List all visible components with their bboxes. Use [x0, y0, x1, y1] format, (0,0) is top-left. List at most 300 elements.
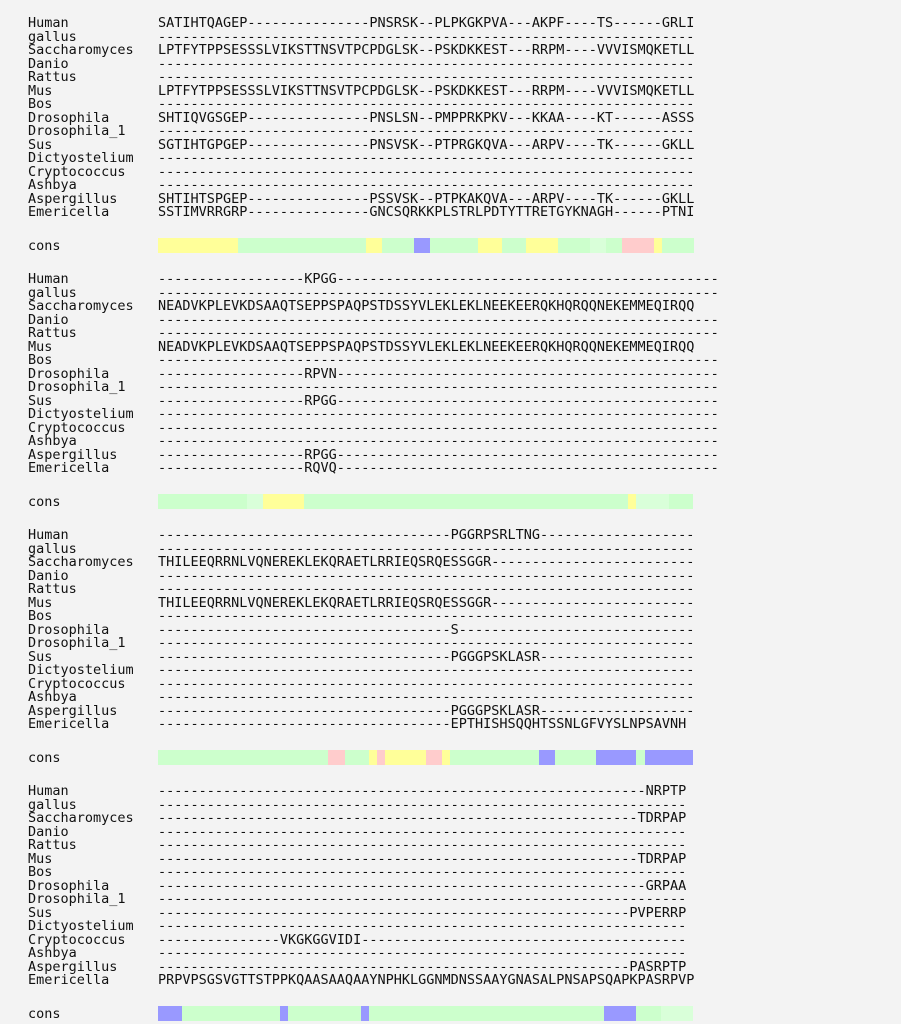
- consensus-cell: [606, 238, 614, 253]
- sequence: -----------------------------------------------------------------: [158, 945, 687, 961]
- consensus-cell: [653, 750, 661, 765]
- consensus-cell: [490, 750, 498, 765]
- consensus-cell: [499, 750, 507, 765]
- consensus-cell: [336, 750, 344, 765]
- consensus-cell: [458, 1006, 466, 1021]
- sequence: -----------------------------------------------------------TDRPAP: [158, 810, 687, 826]
- sequence: ------------------------------------------------------------------: [158, 123, 695, 139]
- consensus-cell: [366, 238, 374, 253]
- species-name: Rattus: [28, 837, 77, 853]
- consensus-cell: [563, 750, 571, 765]
- consensus-cell: [478, 238, 486, 253]
- consensus-cell: [523, 750, 531, 765]
- consensus-cell: [442, 750, 450, 765]
- consensus-cell: [454, 238, 462, 253]
- consensus-cell: [223, 1006, 231, 1021]
- species-name: Rattus: [28, 325, 77, 341]
- species-name: Aspergillus: [28, 702, 118, 719]
- sequence: -----------------------------------------------------------------: [158, 837, 687, 853]
- consensus-cell: [507, 494, 515, 509]
- consensus-cell: [547, 1006, 555, 1021]
- consensus-cell: [406, 238, 414, 253]
- consensus-cell: [263, 750, 271, 765]
- consensus-cell: [353, 750, 361, 765]
- consensus-cell: [604, 494, 612, 509]
- consensus-cell: [166, 750, 174, 765]
- species-name: Human: [28, 527, 69, 543]
- consensus-cell: [526, 238, 534, 253]
- consensus-cell: [669, 750, 677, 765]
- consensus-cell: [350, 238, 358, 253]
- consensus-cell: [490, 494, 498, 509]
- consensus-cell: [604, 1006, 612, 1021]
- consensus-cell: [466, 494, 474, 509]
- sequence: -----------------------------------------------------------------: [158, 796, 687, 813]
- sequence: SATIHTQAGEP---------------PNSRSK--PLPKGKPVA---AKPF----TS------GRLI: [158, 15, 695, 31]
- consensus-cell: [628, 750, 636, 765]
- consensus-cell: [158, 1006, 166, 1021]
- consensus-cell: [677, 494, 685, 509]
- species-name: Ashbya: [28, 945, 77, 961]
- consensus-cell: [490, 1006, 498, 1021]
- cons-label: cons: [28, 749, 61, 766]
- species-name: Drosophila_1: [28, 891, 126, 907]
- species-name: Ashbya: [28, 177, 77, 193]
- consensus-cell: [369, 494, 377, 509]
- consensus-cell: [438, 238, 446, 253]
- consensus-cell: [294, 238, 302, 253]
- consensus-cell: [342, 238, 350, 253]
- species-name: Human: [28, 15, 69, 31]
- sequence: ------------------------------------------------------------------: [158, 567, 695, 584]
- species-name: Saccharomyces: [28, 298, 134, 314]
- consensus-cell: [620, 750, 628, 765]
- consensus-cell: [398, 238, 406, 253]
- sequence: ------------------------------------------------------------------: [158, 28, 695, 45]
- species-name: Rattus: [28, 69, 77, 85]
- sequence: -----------------------------------------------------------TDRPAP: [158, 850, 687, 867]
- sequence: SGTIHTGPGEP---------------PNSVSK--PTPRGKQVA---ARPV----TK------GKLL: [158, 136, 695, 153]
- consensus-cell: [426, 494, 434, 509]
- consensus-cell: [654, 238, 662, 253]
- consensus-cell: [312, 750, 320, 765]
- consensus-cell: [604, 750, 612, 765]
- consensus-cell: [661, 1006, 669, 1021]
- species-name: Mus: [28, 338, 53, 355]
- sequence: ---------------------------------------------------------------------: [158, 311, 719, 328]
- species-name: Drosophila_1: [28, 123, 126, 139]
- consensus-cell: [393, 1006, 401, 1021]
- sequence: ---------------------------------------------------------------------: [158, 406, 719, 422]
- alignment-block: [28, 271, 719, 512]
- consensus-cell: [272, 494, 280, 509]
- species-name: Emericella: [28, 972, 110, 988]
- sequence: THILEEQRRNLVQNEREKLEKQRAETLRRIEQSRQESSGGR-------------------------: [158, 554, 695, 570]
- consensus-cell: [263, 1006, 271, 1021]
- consensus-cell: [238, 238, 246, 253]
- consensus-cell: [612, 1006, 620, 1021]
- consensus-cell: [263, 494, 271, 509]
- sequence: ------------------RQVQ-----------------------------------------------: [158, 460, 719, 476]
- sequence: ------------------KPGG-----------------------------------------------: [158, 271, 719, 287]
- species-name: Dictyostelium: [28, 150, 134, 166]
- consensus-cell: [434, 494, 442, 509]
- consensus-cell: [531, 494, 539, 509]
- consensus-cell: [555, 494, 563, 509]
- sequence: ----------------------------------------------------------PVPERRP: [158, 904, 687, 921]
- consensus-cell: [280, 494, 288, 509]
- species-name: Emericella: [28, 204, 110, 220]
- consensus-cell: [572, 750, 580, 765]
- species-name: gallus: [28, 28, 77, 45]
- species-name: Emericella: [28, 460, 110, 476]
- consensus-cell: [174, 494, 182, 509]
- consensus-cell: [288, 494, 296, 509]
- consensus-cell: [215, 1006, 223, 1021]
- consensus-cell: [166, 494, 174, 509]
- consensus-cell: [401, 750, 409, 765]
- consensus-cell: [531, 1006, 539, 1021]
- cons-label: cons: [28, 1005, 61, 1022]
- species-name: Aspergillus: [28, 958, 118, 975]
- consensus-cell: [474, 494, 482, 509]
- consensus-cell: [255, 494, 263, 509]
- consensus-cell: [499, 1006, 507, 1021]
- sequence: ---------------------------------------------------------------------: [158, 352, 719, 368]
- consensus-cell: [345, 1006, 353, 1021]
- consensus-cell: [434, 1006, 442, 1021]
- sequence: ---------------------------------------------------------------------: [158, 379, 719, 395]
- consensus-cell: [662, 238, 670, 253]
- consensus-cell: [190, 238, 198, 253]
- sequence: ------------------------------------------------------------------: [158, 608, 695, 624]
- consensus-cell: [166, 1006, 174, 1021]
- consensus-cell: [494, 238, 502, 253]
- consensus-cell: [385, 750, 393, 765]
- consensus-cell: [174, 750, 182, 765]
- consensus-cell: [377, 1006, 385, 1021]
- species-name: Dictyostelium: [28, 662, 134, 678]
- consensus-cell: [345, 494, 353, 509]
- consensus-cell: [426, 750, 434, 765]
- sequence: ---------------------------------------------------------------------: [158, 284, 719, 301]
- consensus-cell: [231, 494, 239, 509]
- consensus-cell: [645, 750, 653, 765]
- consensus-cell: [580, 750, 588, 765]
- consensus-cell: [636, 750, 644, 765]
- species-name: Human: [28, 783, 69, 799]
- sequence: -----------------------------------------------------------------: [158, 891, 687, 907]
- consensus-cell: [288, 750, 296, 765]
- sequence: ------------------RPGG-----------------------------------------------: [158, 446, 719, 463]
- consensus-cell: [254, 238, 262, 253]
- consensus-cell: [409, 750, 417, 765]
- consensus-cell: [345, 750, 353, 765]
- consensus-cell: [580, 1006, 588, 1021]
- species-name: gallus: [28, 540, 77, 557]
- species-name: Dictyostelium: [28, 406, 134, 422]
- consensus-cell: [539, 494, 547, 509]
- consensus-cell: [458, 750, 466, 765]
- consensus-cell: [158, 494, 166, 509]
- consensus-cell: [434, 750, 442, 765]
- consensus-cell: [247, 494, 255, 509]
- consensus-cell: [588, 494, 596, 509]
- consensus-cell: [670, 238, 678, 253]
- consensus-cell: [328, 1006, 336, 1021]
- species-name: Drosophila_1: [28, 635, 126, 651]
- consensus-cell: [272, 1006, 280, 1021]
- consensus-cell: [466, 1006, 474, 1021]
- consensus-cell: [628, 494, 636, 509]
- consensus-cell: [685, 494, 693, 509]
- sequence: ------------------------------------------------------------------: [158, 96, 695, 112]
- consensus-cell: [462, 238, 470, 253]
- consensus-cell: [401, 494, 409, 509]
- sequence: ------------------------------------PGGRPSRLTNG-------------------: [158, 527, 695, 543]
- consensus-cell: [182, 750, 190, 765]
- sequence: ------------------------------------EPTHISHSQQHTSSNLGFVYSLNPSAVNH: [158, 716, 687, 732]
- consensus-cell: [320, 494, 328, 509]
- sequence: ---------------------------------------------------------------------: [158, 419, 719, 436]
- consensus-cell: [580, 494, 588, 509]
- species-name: Mus: [28, 850, 53, 867]
- consensus-cell: [628, 1006, 636, 1021]
- consensus-cell: [507, 750, 515, 765]
- consensus-cell: [231, 750, 239, 765]
- sequence: SHTIHTSPGEP---------------PSSVSK--PTPKAKQVA---ARPV----TK------GKLL: [158, 190, 695, 207]
- consensus-cell: [230, 238, 238, 253]
- consensus-cell: [222, 238, 230, 253]
- consensus-cell: [199, 494, 207, 509]
- consensus-cell: [207, 494, 215, 509]
- species-name: Drosophila: [28, 109, 110, 126]
- consensus-cell: [182, 1006, 190, 1021]
- sequence: ------------------RPVN-----------------------------------------------: [158, 365, 719, 382]
- consensus-cell: [622, 238, 630, 253]
- consensus-cell: [174, 238, 182, 253]
- consensus-cell: [418, 1006, 426, 1021]
- sequence: -----------------------------------------------------------------: [158, 823, 687, 840]
- consensus-cell: [558, 238, 566, 253]
- species-name: Emericella: [28, 716, 110, 732]
- consensus-cell: [158, 750, 166, 765]
- sequence: ------------------------------------------------------------------: [158, 177, 695, 193]
- consensus-cell: [199, 1006, 207, 1021]
- consensus-cell: [262, 238, 270, 253]
- species-name: Human: [28, 271, 69, 287]
- consensus-cell: [296, 1006, 304, 1021]
- species-name: Sus: [28, 648, 53, 665]
- sequence: ------------------------------------------------------------------: [158, 540, 695, 557]
- consensus-cell: [612, 750, 620, 765]
- consensus-cell: [653, 494, 661, 509]
- consensus-cell: [422, 238, 430, 253]
- consensus-cell: [474, 750, 482, 765]
- consensus-cell: [418, 494, 426, 509]
- consensus-cell: [278, 238, 286, 253]
- consensus-cell: [336, 1006, 344, 1021]
- species-name: Saccharomyces: [28, 554, 134, 570]
- consensus-cell: [239, 750, 247, 765]
- consensus-cell: [686, 238, 694, 253]
- consensus-cell: [482, 1006, 490, 1021]
- consensus-cell: [685, 1006, 693, 1021]
- consensus-cell: [669, 494, 677, 509]
- consensus-cell: [336, 494, 344, 509]
- consensus-bar: [158, 750, 694, 765]
- consensus-cell: [612, 494, 620, 509]
- consensus-cell: [510, 238, 518, 253]
- consensus-cell: [442, 1006, 450, 1021]
- consensus-cell: [563, 494, 571, 509]
- consensus-cell: [190, 1006, 198, 1021]
- consensus-cell: [215, 494, 223, 509]
- consensus-cell: [286, 238, 294, 253]
- sequence: ------------------------------------------------------------------: [158, 150, 695, 166]
- consensus-cell: [310, 238, 318, 253]
- consensus-cell: [215, 750, 223, 765]
- consensus-cell: [458, 494, 466, 509]
- species-name: Bos: [28, 352, 53, 368]
- consensus-cell: [206, 238, 214, 253]
- consensus-cell: [361, 494, 369, 509]
- consensus-bar: [158, 494, 694, 509]
- consensus-cell: [555, 750, 563, 765]
- consensus-cell: [358, 238, 366, 253]
- species-name: Ashbya: [28, 433, 77, 449]
- sequence: ------------------------------------------------------------------: [158, 581, 695, 597]
- consensus-cell: [596, 1006, 604, 1021]
- consensus-cell: [182, 238, 190, 253]
- consensus-cell: [482, 494, 490, 509]
- consensus-cell: [320, 1006, 328, 1021]
- consensus-cell: [446, 238, 454, 253]
- species-name: Cryptococcus: [28, 163, 126, 180]
- sequence: ------------------------------------------------------------------: [158, 69, 695, 85]
- consensus-cell: [369, 750, 377, 765]
- consensus-bar: [158, 1006, 694, 1021]
- consensus-cell: [401, 1006, 409, 1021]
- consensus-cell: [239, 494, 247, 509]
- sequence: ------------------------------------------------------------------: [158, 675, 695, 692]
- sequence: ----------------------------------------------------------PASRPTP: [158, 958, 687, 975]
- species-name: Danio: [28, 567, 69, 584]
- species-name: Danio: [28, 823, 69, 840]
- consensus-cell: [645, 494, 653, 509]
- consensus-cell: [582, 238, 590, 253]
- consensus-cell: [190, 750, 198, 765]
- consensus-cell: [596, 750, 604, 765]
- species-name: Ashbya: [28, 689, 77, 705]
- consensus-cell: [572, 1006, 580, 1021]
- consensus-cell: [442, 494, 450, 509]
- consensus-cell: [645, 1006, 653, 1021]
- consensus-cell: [555, 1006, 563, 1021]
- consensus-cell: [646, 238, 654, 253]
- consensus-cell: [361, 750, 369, 765]
- species-name: Dictyostelium: [28, 918, 134, 934]
- species-name: Sus: [28, 904, 53, 921]
- consensus-cell: [596, 494, 604, 509]
- sequence: NEADVKPLEVKDSAAQTSEPPSPAQPSTDSSYVLEKLEKLNEEKEERQKHQRQQNEKEMMEQIRQQ: [158, 298, 695, 314]
- consensus-cell: [288, 1006, 296, 1021]
- consensus-cell: [312, 1006, 320, 1021]
- consensus-cell: [361, 1006, 369, 1021]
- sequence: ---------------VKGKGGVIDI----------------------------------------: [158, 931, 687, 948]
- consensus-cell: [547, 494, 555, 509]
- consensus-cell: [430, 238, 438, 253]
- consensus-cell: [199, 750, 207, 765]
- species-name: Mus: [28, 594, 53, 611]
- consensus-cell: [523, 1006, 531, 1021]
- sequence: ---------------------------------------------------------------------: [158, 433, 719, 449]
- species-name: Cryptococcus: [28, 931, 126, 948]
- consensus-cell: [518, 238, 526, 253]
- consensus-cell: [296, 750, 304, 765]
- consensus-cell: [369, 1006, 377, 1021]
- consensus-cell: [653, 1006, 661, 1021]
- species-name: Aspergillus: [28, 190, 118, 207]
- species-name: gallus: [28, 284, 77, 301]
- species-name: Saccharomyces: [28, 42, 134, 58]
- consensus-cell: [304, 750, 312, 765]
- consensus-cell: [547, 750, 555, 765]
- consensus-cell: [255, 750, 263, 765]
- consensus-cell: [390, 238, 398, 253]
- sequence: ------------------------------------------------------------------: [158, 635, 695, 651]
- consensus-cell: [414, 238, 422, 253]
- species-name: Mus: [28, 82, 53, 99]
- consensus-cell: [638, 238, 646, 253]
- consensus-cell: [482, 750, 490, 765]
- consensus-cell: [174, 1006, 182, 1021]
- consensus-cell: [328, 494, 336, 509]
- species-name: Sus: [28, 392, 53, 409]
- consensus-cell: [247, 1006, 255, 1021]
- consensus-bar: [158, 238, 694, 253]
- consensus-cell: [466, 750, 474, 765]
- consensus-cell: [214, 238, 222, 253]
- consensus-cell: [353, 494, 361, 509]
- sequence: ------------------------------------------------------------GRPAA: [158, 877, 687, 894]
- consensus-cell: [255, 1006, 263, 1021]
- sequence: ------------------------------------------------------------------: [158, 689, 695, 705]
- sequence: LPTFYTPPSESSSLVIKSTTNSVTPCPDGLSK--PSKDKKEST---RRPM----VVVISMQKETLL: [158, 82, 695, 99]
- consensus-cell: [418, 750, 426, 765]
- sequence: LPTFYTPPSESSSLVIKSTTNSVTPCPDGLSK--PSKDKKEST---RRPM----VVVISMQKETLL: [158, 42, 695, 58]
- consensus-cell: [353, 1006, 361, 1021]
- consensus-cell: [374, 238, 382, 253]
- species-name: Rattus: [28, 581, 77, 597]
- consensus-cell: [239, 1006, 247, 1021]
- sequence: ------------------RPGG-----------------------------------------------: [158, 392, 719, 409]
- species-name: Cryptococcus: [28, 419, 126, 436]
- consensus-cell: [158, 238, 166, 253]
- consensus-cell: [426, 1006, 434, 1021]
- consensus-cell: [550, 238, 558, 253]
- species-name: Aspergillus: [28, 446, 118, 463]
- consensus-cell: [539, 1006, 547, 1021]
- consensus-cell: [572, 494, 580, 509]
- consensus-cell: [304, 494, 312, 509]
- consensus-cell: [320, 750, 328, 765]
- consensus-cell: [326, 238, 334, 253]
- consensus-cell: [280, 750, 288, 765]
- consensus-cell: [247, 750, 255, 765]
- consensus-cell: [246, 238, 254, 253]
- species-name: Bos: [28, 608, 53, 624]
